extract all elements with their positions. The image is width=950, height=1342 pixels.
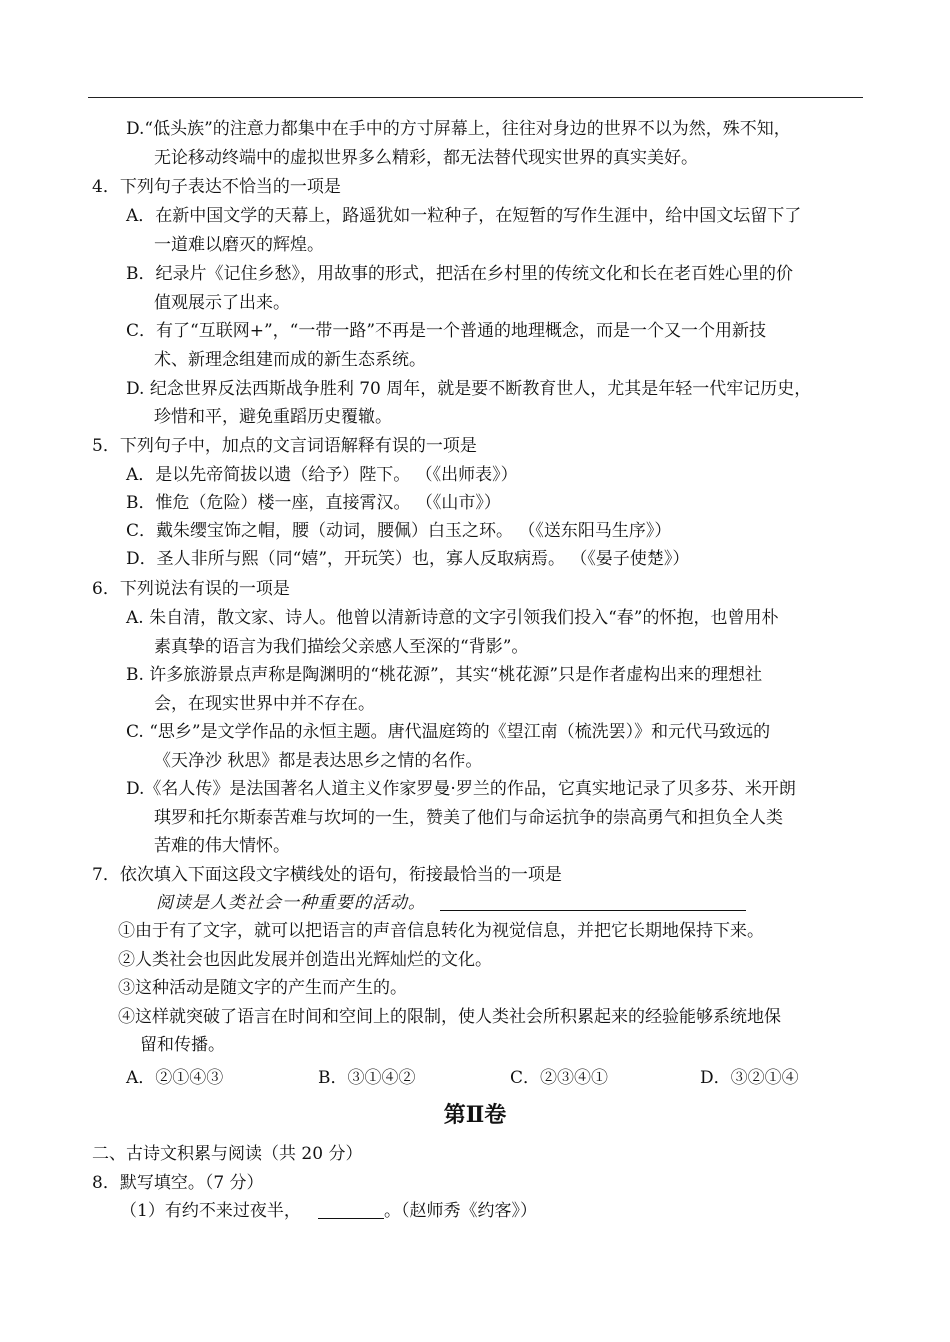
q4-option-c-line1: C．有了“互联网+”，“一带一路”不再是一个普通的地理概念，而是一个又一个用新技 [126,321,767,341]
q7-sentence-4-line2: 留和传播。 [140,1035,225,1055]
q5-option-a: A．是以先帝简拔以遗（给予）陛下。 （《出师表》） [126,465,518,485]
q5-option-d: D．圣人非所与熙（同“嬉”，开玩笑）也，寡人反取病焉。 （《晏子使楚》） [126,549,690,569]
q7-option-b: B．③①④② [318,1068,416,1088]
q8-item1-blank [318,1218,384,1219]
q6-option-a-line2: 素真挚的语言为我们描绘父亲感人至深的“背影”。 [154,637,529,657]
q4-option-b-line1: B．纪录片《记住乡愁》，用故事的形式，把活在乡村里的传统文化和长在老百姓心里的价 [126,264,793,284]
q4-stem: 4．下列句子表达不恰当的一项是 [92,177,341,197]
q4-option-a-line2: 一道难以磨灭的辉煌。 [154,235,324,255]
q6-option-b-line1: B. 许多旅游景点声称是陶渊明的“桃花源”，其实“桃花源”只是作者虚构出来的理想社 [126,665,763,685]
q4-option-d-line2: 珍惜和平，避免重蹈历史覆辙。 [154,407,392,427]
q8-item1-prefix: （1）有约不来过夜半， [120,1201,301,1221]
q4-option-b-line2: 值观展示了出来。 [154,293,290,313]
q6-option-d-line2: 琪罗和托尔斯泰苦难与坎坷的一生，赞美了他们与命运抗争的崇高勇气和担负全人类 [154,808,783,828]
part-two-title: 第Ⅱ卷 [443,1102,507,1128]
q7-option-c: C．②③④① [510,1068,609,1088]
q5-option-c: C．戴朱缨宝饰之帽，腰（动词，腰佩）白玉之环。 （《送东阳马生序》） [126,521,672,541]
q7-stem: 7．依次填入下面这段文字横线处的语句，衔接最恰当的一项是 [92,865,562,885]
q6-option-d-line3: 苦难的伟大情怀。 [154,836,290,856]
q7-sentence-3: ③这种活动是随文字的产生而产生的。 [118,978,407,998]
q6-option-a-line1: A. 朱自清，散文家、诗人。他曾以清新诗意的文字引领我们投入“春”的怀抱，也曾用朴 [126,608,779,628]
header-rule [88,97,863,98]
q4-option-a-line1: A．在新中国文学的天幕上，路遥犹如一粒种子，在短暂的写作生涯中，给中国文坛留下了 [126,206,802,226]
q6-option-c-line2: 《天净沙 秋思》都是表达思乡之情的名作。 [154,751,483,771]
q7-sentence-4-line1: ④这样就突破了语言在时间和空间上的限制，使人类社会所积累起来的经验能够系统地保 [118,1007,781,1027]
q7-answer-blank [440,910,746,911]
q3-option-d-line1: D.“低头族”的注意力都集中在手中的方寸屏幕上，往往对身边的世界不以为然，殊不知， [126,119,791,139]
q6-option-c-line1: C. “思乡”是文学作品的永恒主题。唐代温庭筠的《望江南（梳洗罢）》和元代马致远的 [126,722,771,742]
q3-option-d-line2: 无论移动终端中的虚拟世界多么精彩，都无法替代现实世界的真实美好。 [154,148,698,168]
q5-option-b: B．惟危（危险）楼一座，直接霄汉。 （《山市》） [126,493,501,513]
q6-option-b-line2: 会，在现实世界中并不存在。 [154,694,375,714]
q7-option-d: D．③②①④ [700,1068,799,1088]
section-two-heading: 二、古诗文积累与阅读（共 20 分） [92,1144,363,1164]
q6-stem: 6．下列说法有误的一项是 [92,579,290,599]
q7-sentence-2: ②人类社会也因此发展并创造出光辉灿烂的文化。 [118,950,492,970]
q8-stem: 8．默写填空。（7 分） [92,1173,264,1193]
q7-option-a: A．②①④③ [126,1068,224,1088]
q5-stem: 5．下列句子中，加点的文言词语解释有误的一项是 [92,436,477,456]
q8-item1-suffix: 。（赵师秀《约客》） [384,1201,537,1221]
q4-option-d-line1: D. 纪念世界反法西斯战争胜利 70 周年，就是要不断教育世人，尤其是年轻一代牢记历史， [126,379,812,399]
q4-option-c-line2: 术、新理念组建而成的新生态系统。 [154,350,426,370]
q7-passage: 阅读是人类社会一种重要的活动。 [156,893,426,913]
q7-sentence-1: ①由于有了文字，就可以把语言的声音信息转化为视觉信息，并把它长期地保持下来。 [118,921,764,941]
q6-option-d-line1: D.《名人传》是法国著名人道主义作家罗曼·罗兰的作品，它真实地记录了贝多芬、米开朗 [126,779,796,799]
